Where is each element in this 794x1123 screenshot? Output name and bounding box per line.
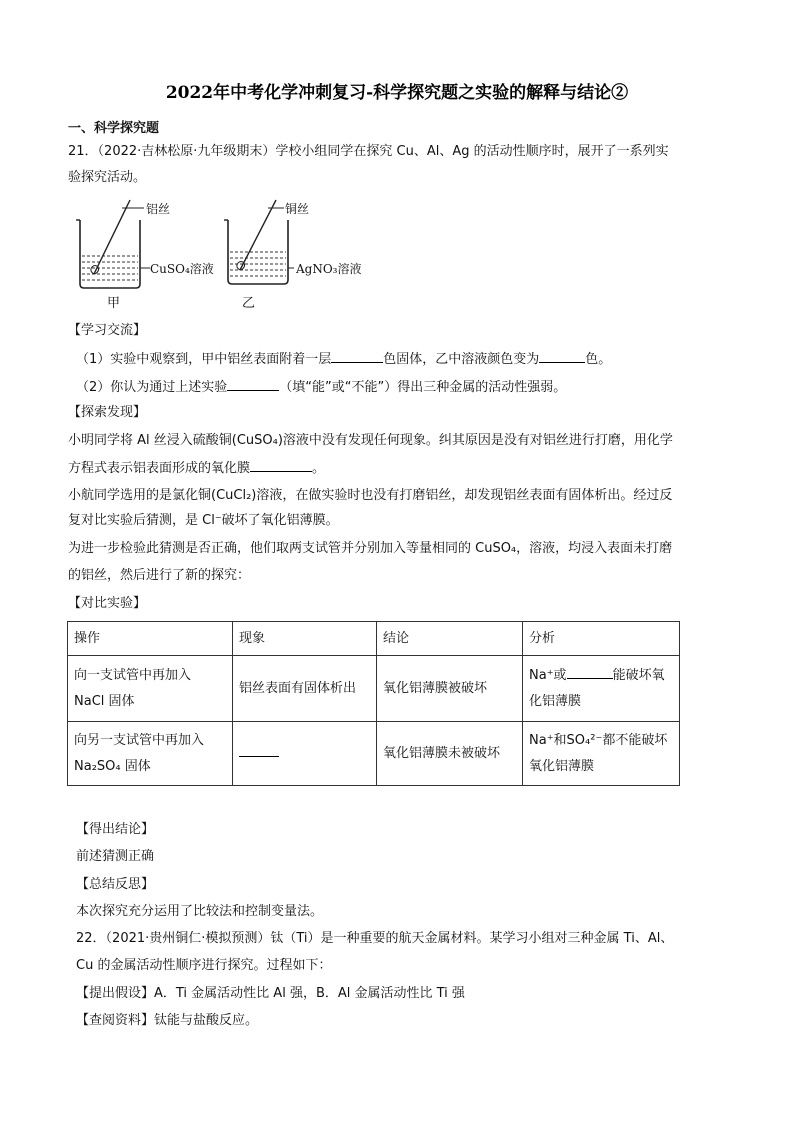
beaker-right: [224, 200, 294, 284]
label-aluminum-wire: 铝丝: [146, 202, 171, 216]
operation-line-1: 向另一支试管中再加入: [74, 732, 205, 748]
explore-line-2: [68, 459, 325, 478]
reflect-text: 本次探究充分运用了比较法和控制变量法。: [76, 904, 324, 919]
question-2-text-b: （填“能”或“不能”）得出三种金属的活动性强弱。: [279, 380, 567, 395]
table-row: [68, 722, 680, 786]
explore-line-5: 为进一步检验此猜测是否正确，他们取两支试管并分别加入等量相同的 CuSO₄，溶液，均浸入表面未打磨: [68, 541, 673, 556]
table-cell-conclusion: 氧化铝薄膜被破坏: [377, 656, 523, 722]
operation-line-2: Na₂SO₄ 固体: [74, 758, 151, 774]
heading-study: 【学习交流】: [68, 323, 147, 338]
q21-intro-line-2: 验探究活动。: [68, 170, 147, 185]
table-cell-operation: [68, 656, 233, 722]
copper-wire: [240, 200, 276, 270]
explore-line-4: 复对比实验后猜测，是 Cl⁻破坏了氧化铝薄膜。: [68, 513, 339, 528]
heading-conclude: 【得出结论】: [76, 822, 155, 837]
table-cell-conclusion: 氧化铝薄膜未被破坏: [377, 722, 523, 786]
answer-blank-2[interactable]: [539, 350, 585, 363]
question-1: [76, 350, 611, 369]
explore-line-6: 的铝丝，然后进行了新的探究：: [68, 568, 251, 583]
analysis-text-b: 能破坏氧: [612, 667, 665, 683]
table-header-cell: 分析: [523, 622, 680, 656]
table-cell-phenomenon: 铝丝表面有固体析出: [233, 656, 377, 722]
question-2: [76, 378, 566, 397]
answer-blank-phenomenon[interactable]: [239, 744, 279, 757]
analysis-line-2: 化铝薄膜: [529, 693, 582, 709]
table-cell-analysis: [523, 722, 680, 786]
question-1-text-a: （1）实验中观察到，甲中铝丝表面附着一层: [76, 352, 332, 367]
answer-blank-3[interactable]: [227, 378, 279, 391]
table-cell-analysis: [523, 656, 680, 722]
table-row: [68, 656, 680, 722]
explore-line-3: 小航同学选用的是氯化铜(CuCl₂)溶液，在做实验时也没有打磨铝丝，却发现铝丝表面有固体析出。经过反: [68, 488, 673, 503]
analysis-line-1: Na⁺和SO₄²⁻都不能破坏: [529, 732, 668, 748]
heading-explore: 【探索发现】: [68, 405, 147, 420]
table-cell-operation: [68, 722, 233, 786]
heading-reflect: 【总结反思】: [76, 877, 155, 892]
table-header-cell: 结论: [377, 622, 523, 656]
label-beaker-jia: 甲: [107, 296, 121, 311]
label-copper-wire: 铜丝: [285, 202, 310, 216]
answer-blank-equation[interactable]: [250, 459, 312, 472]
explore-line-2-text: 方程式表示铝表面形成的氧化膜: [68, 461, 251, 476]
page-title: 2022年中考化学冲刺复习-科学探究题之实验的解释与结论②: [165, 83, 629, 103]
aluminum-wire: [94, 200, 130, 274]
explore-line-2-end: 。: [312, 461, 326, 476]
question-2-text-a: （2）你认为通过上述实验: [76, 380, 228, 395]
question-1-text-c: 色。: [585, 352, 612, 367]
explore-line-1: 小明同学将 Al 丝浸入硫酸铜(CuSO₄)溶液中没有发现任何现象。纠其原因是没有对铝丝进行打磨，用化学: [68, 433, 673, 448]
operation-line-2: NaCl 固体: [74, 693, 135, 709]
table-header-cell: 操作: [68, 622, 233, 656]
heading-compare: 【对比实验】: [68, 596, 147, 611]
beaker-left: [76, 200, 150, 288]
comparison-table: [67, 621, 680, 786]
analysis-line-2: 氧化铝薄膜: [529, 758, 595, 774]
q22-line-4: 【查阅资料】钛能与盐酸反应。: [76, 1013, 259, 1028]
analysis-text-a: Na⁺或: [529, 667, 567, 683]
label-agno3-solution: AgNO₃溶液: [296, 262, 362, 276]
section-heading: 一、科学探究题: [68, 121, 160, 136]
table-header-row: [68, 622, 680, 656]
label-beaker-yi: 乙: [242, 296, 256, 311]
question-1-text-b: 色固体，乙中溶液颜色变为: [383, 352, 540, 367]
answer-blank-ion[interactable]: [567, 666, 613, 679]
q22-line-2: Cu 的金属活动性顺序进行探究。过程如下：: [76, 958, 332, 973]
q22-line-3: 【提出假设】A．Ti 金属活动性比 Al 强，B．Al 金属活动性比 Ti 强: [76, 986, 465, 1001]
answer-blank-1[interactable]: [331, 350, 383, 363]
table-cell-phenomenon: [233, 722, 377, 786]
q21-intro-line-1: 21．（2022·吉林松原·九年级期末）学校小组同学在探究 Cu、Al、Ag 的活动性顺序时，展开了一系列实: [68, 144, 669, 159]
q22-line-1: 22．（2021·贵州铜仁·模拟预测）钛（Ti）是一种重要的航天金属材料。某学习小组对三种金属 Ti、Al、: [76, 931, 674, 946]
table-header-cell: 现象: [233, 622, 377, 656]
conclude-text: 前述猜测正确: [76, 849, 155, 864]
operation-line-1: 向一支试管中再加入: [74, 667, 192, 683]
label-cuso4-solution: CuSO₄溶液: [150, 262, 214, 276]
